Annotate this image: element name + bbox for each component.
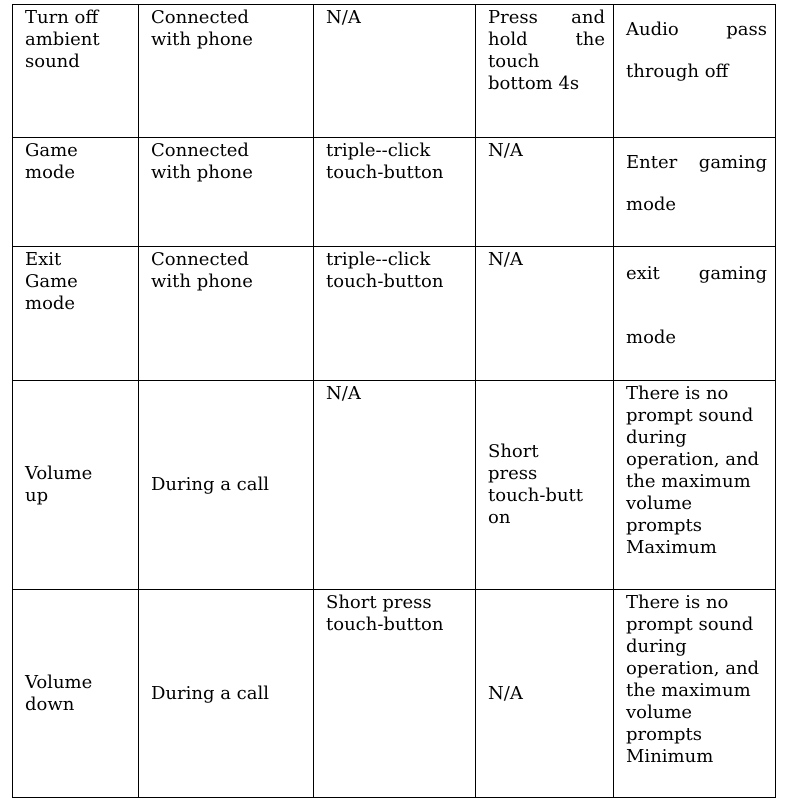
- function-text: mode: [25, 293, 76, 314]
- result-text: mode: [626, 194, 677, 215]
- table-row: [13, 590, 776, 798]
- result-text: There is no: [626, 592, 729, 613]
- state-cell: [139, 5, 314, 138]
- operation-text: touch: [488, 51, 540, 72]
- operation-cell: [314, 590, 476, 798]
- state-text: with phone: [151, 271, 253, 292]
- operation-cell: [314, 5, 476, 138]
- function-text: Game: [25, 140, 78, 161]
- table-row: [13, 381, 776, 590]
- state-text: Connected: [151, 249, 249, 270]
- result-cell: [614, 590, 776, 798]
- operation-text: N/A: [488, 249, 523, 270]
- result-text: operation, and: [626, 658, 760, 679]
- operation-cell: [476, 590, 614, 798]
- operation-text: Press and: [488, 7, 605, 28]
- result-text: volume: [626, 702, 693, 723]
- function-cell: [13, 247, 139, 381]
- result-text: Maximum: [626, 537, 717, 558]
- operation-text: bottom 4s: [488, 73, 580, 94]
- operation-text: triple--click: [326, 140, 431, 161]
- operation-text: N/A: [326, 383, 361, 404]
- state-text: During a call: [151, 474, 270, 495]
- result-text: mode: [626, 327, 677, 348]
- result-cell: [614, 138, 776, 247]
- result-text: through off: [626, 61, 729, 82]
- function-text: Turn off: [25, 7, 99, 28]
- result-text: Minimum: [626, 746, 714, 767]
- result-text: prompts: [626, 724, 703, 745]
- operation-cell: [314, 138, 476, 247]
- table-row: [13, 247, 776, 381]
- state-text: Connected: [151, 7, 249, 28]
- result-text: operation, and: [626, 449, 760, 470]
- operation-cell: [314, 381, 476, 590]
- function-text: Exit: [25, 249, 62, 270]
- operation-cell: [314, 247, 476, 381]
- result-text: during: [626, 636, 687, 657]
- operation-text: touch-button: [326, 162, 444, 183]
- operation-text: N/A: [488, 140, 523, 161]
- operation-cell: [476, 381, 614, 590]
- function-cell: [13, 381, 139, 590]
- result-text: the maximum: [626, 680, 751, 701]
- function-text: up: [25, 485, 49, 506]
- result-cell: [614, 5, 776, 138]
- state-text: Connected: [151, 140, 249, 161]
- operation-text: N/A: [326, 7, 361, 28]
- operation-cell: [476, 138, 614, 247]
- operation-text: on: [488, 507, 511, 528]
- operation-text: Short press: [326, 592, 432, 613]
- operation-text: touch-butt: [488, 485, 584, 506]
- controls-table: [12, 4, 776, 798]
- function-text: ambient: [25, 29, 100, 50]
- operation-text: hold the: [488, 29, 605, 50]
- state-text: with phone: [151, 29, 253, 50]
- function-cell: [13, 5, 139, 138]
- function-text: sound: [25, 51, 80, 72]
- operation-text: touch-button: [326, 271, 444, 292]
- table-row: [13, 5, 776, 138]
- state-cell: [139, 247, 314, 381]
- function-text: Volume: [25, 671, 93, 693]
- result-text: prompt sound: [626, 614, 754, 635]
- result-cell: [614, 381, 776, 590]
- result-text: prompt sound: [626, 405, 754, 426]
- operation-text: press: [488, 463, 538, 484]
- operation-cell: [476, 5, 614, 138]
- function-cell: [13, 138, 139, 247]
- state-text: During a call: [151, 682, 270, 704]
- table-row: [13, 138, 776, 247]
- operation-text: Short: [488, 441, 539, 462]
- result-text: exit gaming: [626, 263, 767, 284]
- result-text: Enter gaming: [626, 152, 767, 173]
- result-text: the maximum: [626, 471, 751, 492]
- operation-text: touch-button: [326, 614, 444, 635]
- result-cell: [614, 247, 776, 381]
- state-cell: [139, 381, 314, 590]
- result-text: prompts: [626, 515, 703, 536]
- function-text: Game: [25, 271, 78, 292]
- state-cell: [139, 590, 314, 798]
- result-text: during: [626, 427, 687, 448]
- state-cell: [139, 138, 314, 247]
- operation-text: triple--click: [326, 249, 431, 270]
- result-text: Audio pass: [626, 19, 767, 40]
- result-text: volume: [626, 493, 693, 514]
- result-text: There is no: [626, 383, 729, 404]
- function-text: mode: [25, 162, 76, 183]
- function-text: down: [25, 693, 75, 715]
- operation-cell: [476, 247, 614, 381]
- function-cell: [13, 590, 139, 798]
- function-text: Volume: [25, 463, 93, 484]
- operation-text: N/A: [488, 682, 523, 704]
- state-text: with phone: [151, 162, 253, 183]
